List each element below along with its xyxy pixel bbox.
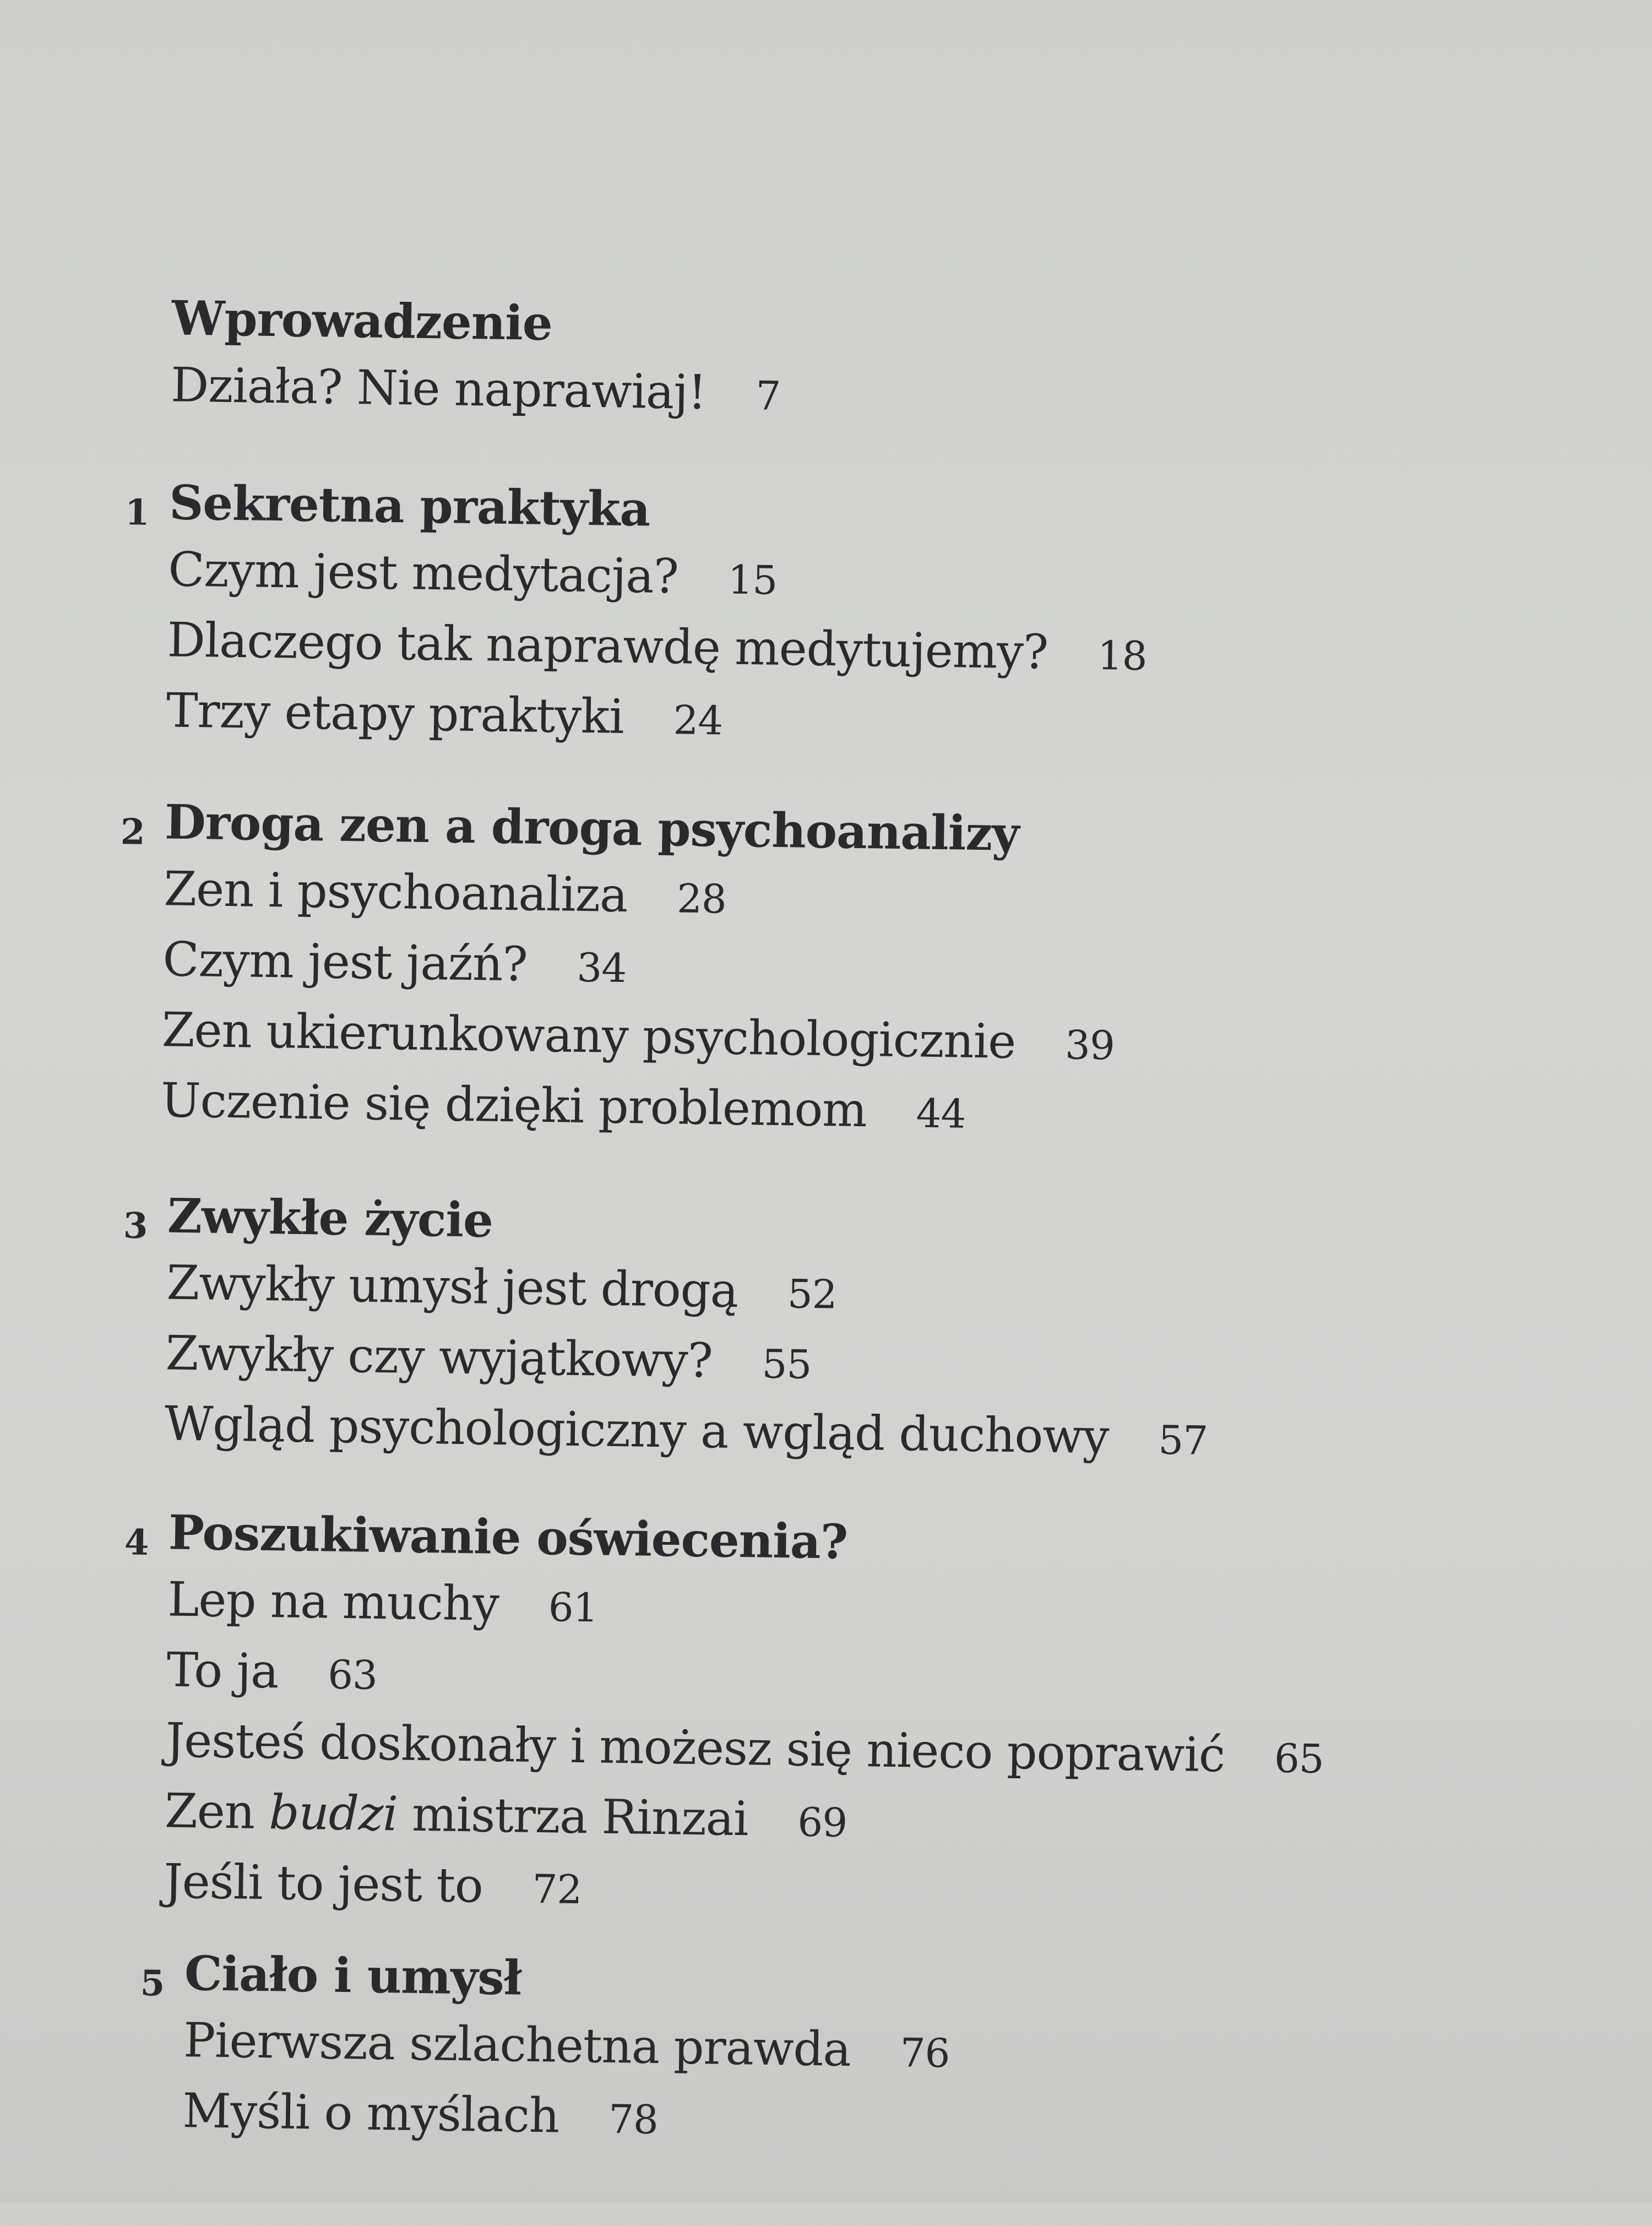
entry-page: 7: [755, 372, 781, 419]
entry-page: 18: [1097, 632, 1148, 680]
chapter-body: [182, 1941, 951, 2158]
intro-section: [170, 286, 781, 430]
entry-text-italic: budzi: [268, 1785, 398, 1842]
entry-text: Jesteś doskonały i możesz się nieco poprawić: [165, 1713, 1225, 1783]
entry-text: Zen i psychoanaliza: [163, 861, 628, 924]
entry-page: 34: [576, 944, 627, 992]
chapter-number: 4: [124, 1522, 149, 1564]
entry-page: 44: [916, 1090, 966, 1137]
entry-page: 76: [900, 2029, 950, 2077]
toc-entry: [167, 606, 1148, 690]
entry-page: 39: [1064, 1022, 1115, 1069]
chapter-title: Droga zen a droga psychoanalizy: [164, 794, 1019, 862]
entry-page: 78: [608, 2095, 659, 2143]
entry-text: Lep na muchy: [167, 1572, 499, 1632]
entry-page: 69: [797, 1799, 847, 1846]
chapter-number: 3: [123, 1205, 148, 1247]
entry-text: Czym jest jaźń?: [162, 932, 528, 992]
entry-text: Zwykły umysł jest drogą: [166, 1255, 738, 1318]
toc-entry: [182, 2077, 949, 2158]
entry-text: Jeśli to jest to: [163, 1854, 483, 1914]
chapter-number: 2: [120, 811, 145, 853]
entry-text: Trzy etapy praktyki: [166, 683, 624, 745]
toc-entry: [166, 676, 1146, 761]
toc-entry: [168, 535, 1149, 620]
entry-text-before: Zen: [164, 1783, 270, 1840]
entry-page: 57: [1158, 1416, 1208, 1464]
chapter-title: Poszukiwanie oświecenia?: [168, 1505, 848, 1570]
entry-page: 61: [548, 1584, 599, 1631]
toc-entry: [162, 925, 1116, 1009]
chapter-title: Ciało i umysł: [184, 1946, 522, 2006]
chapter-number: 5: [140, 1962, 165, 2005]
chapter-title: Sekretna praktyka: [169, 475, 651, 538]
entry-text: Czym jest medytacja?: [167, 542, 679, 605]
toc-entry: [170, 351, 781, 430]
entry-text: Pierwsza szlachetna prawda: [183, 2013, 851, 2077]
chapter-number: 1: [124, 492, 150, 534]
entry-text: Dlaczego tak naprawdę medytujemy?: [167, 612, 1048, 680]
toc-entry: [164, 855, 1117, 938]
entry-page: 63: [327, 1651, 378, 1698]
toc-entry: [183, 2006, 950, 2087]
entry-text: Zwykły czy wyjątkowy?: [165, 1326, 713, 1389]
entry-text: To ja: [166, 1642, 279, 1700]
entry-text-after: mistrza Rinzai: [397, 1787, 749, 1847]
chapter-body: [160, 790, 1118, 1150]
chapter-body: [164, 1183, 1211, 1474]
entry-text: Myśli o myślach: [182, 2083, 559, 2144]
entry-page: 24: [673, 697, 723, 744]
entry-text: Uczenie się dzięki problemom: [160, 1073, 867, 1138]
entry-page: 28: [676, 875, 727, 922]
toc-entry: [160, 1066, 1114, 1150]
entry-text: Zen ukierunkowany psychologicznie: [161, 1002, 1016, 1069]
chapter-body: [166, 470, 1149, 761]
chapter-body: [163, 1501, 1327, 1934]
entry-page: 15: [727, 556, 778, 604]
entry-page: 72: [532, 1865, 582, 1913]
toc-entry: [161, 996, 1115, 1079]
entry-page: 52: [787, 1271, 838, 1318]
chapter-title: Zwykłe życie: [167, 1188, 493, 1248]
entry-text: Działa? Nie naprawiaj!: [170, 357, 707, 420]
entry-page: 55: [762, 1340, 812, 1388]
intro-title: Wprowadzenie: [171, 290, 553, 352]
entry-text: Wgląd psychologiczny a wgląd duchowy: [164, 1396, 1110, 1465]
entry-page: 65: [1274, 1735, 1324, 1782]
toc-entry: [164, 1389, 1208, 1474]
